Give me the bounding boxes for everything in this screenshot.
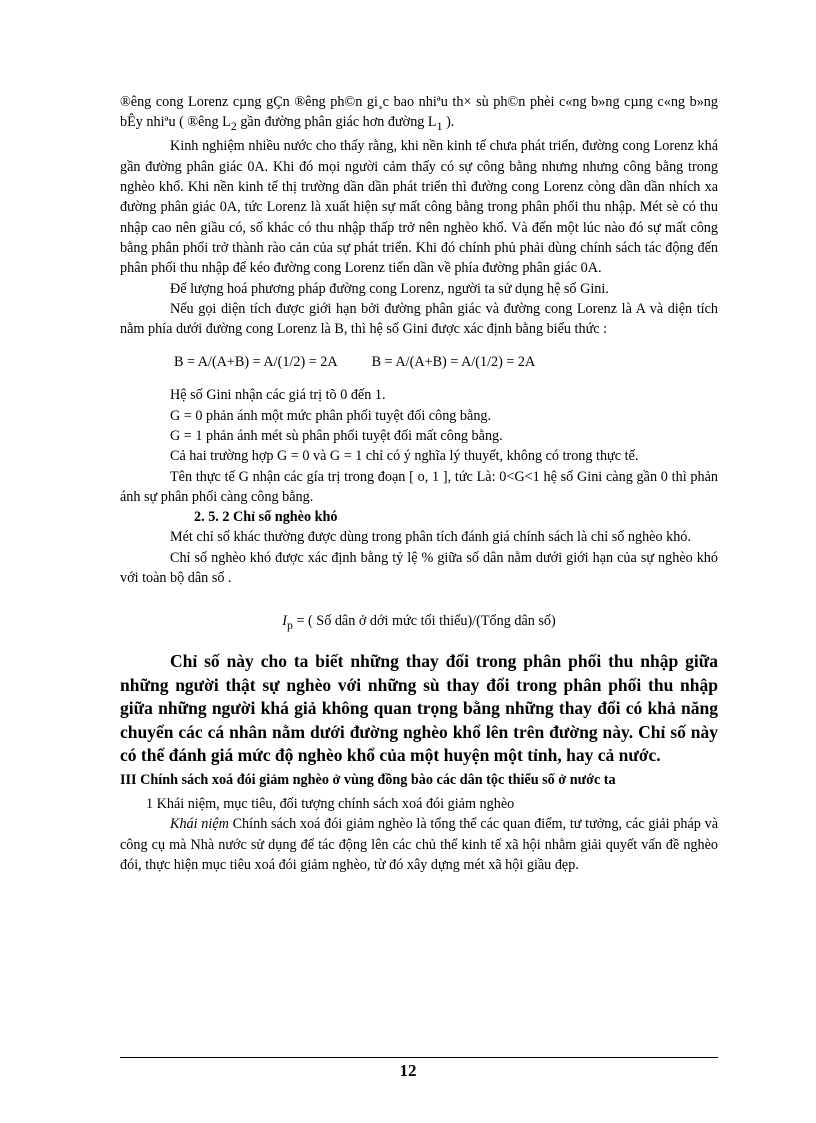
paragraph-poverty-definition: Chỉ số nghèo khó được xác định bằng tỷ lệ % giữa số dân nằm dưới giới hạn của sự nghèo khó với toàn bộ dân số . [120,549,718,587]
subscript: p [287,618,293,633]
paragraph-g1: G = 1 phản ánh mét sù phân phối tuyệt đối mất công bằng. [170,427,503,444]
paragraph-lorenz-intro [120,92,718,136]
subsection-heading: 2. 5. 2 Chỉ số nghèo khó [194,509,338,526]
paragraph-both-cases: Cả hai trường hợp G = 0 và G = 1 chỉ có ý nghĩa lý thuyết, không có trong thực tế. [170,448,639,465]
poverty-formula [120,610,718,636]
paragraph-gini-range: Hệ số Gini nhận các giá trị tõ 0 đến 1. [170,387,386,404]
paragraph-quantify: Để lượng hoá phương pháp đường cong Lorenz, người ta sử dụng hệ số Gini. [170,280,609,297]
text-run: ). [442,114,455,131]
text-run: Chính sách xoá đói giảm nghèo là tổng thể các quan điểm, tư tưởng, các giải pháp và công cụ mà Nhà nước sử dụng để tác động lên các chủ thể kinh tế xã hội nhằm giải quyết vấn đề nghèo đói, thực hiện mục tiêu xoá đói giảm nghèo, từ đó xây dựng mét xã hội giầu đẹp. [120,816,718,873]
list-item-heading: 1 Khái niệm, mục tiêu, đối tượng chính sách xoá đói giảm nghèo [146,795,515,812]
text-run: gần đường phân giác hơn đường L [236,114,437,131]
paragraph-gini-definition: Nếu gọi diện tích được giới hạn bởi đường phân giác và đường cong Lorenz là A và diện tích nằm phía dưới đường cong Lorenz là B, thì hệ số Gini được xác định bằng biểu thức : [120,300,718,338]
footer-divider [120,1057,718,1058]
section-heading: III Chính sách xoá đói giảm nghèo ở vùng đồng bào các dân tộc thiểu số ở nước ta [120,771,616,788]
formula-text: B = A/(A+B) = A/(1/2) = 2A [371,354,536,371]
paragraph-concept [120,814,718,875]
formula-text: B = A/(A+B) = A/(1/2) = 2A [174,354,338,371]
page-number: 12 [399,1061,417,1080]
italic-term: Khái niệm [170,816,229,833]
paragraph-experience: Kinh nghiệm nhiều nước cho thấy rằng, khi nền kinh tế chưa phát triển, đường cong Lorenz khá gần đường phân giác 0A. Khi đó mọi người cảm thấy có sự công bằng nhưng nhưng công bằng trong nghèo khổ. Khi nền kinh tế thị trường dần dần phát triển thì đường cong Lorenz còng dần dần nhích xa đường phân giác 0A, tức Lorenz là xuất hiện sự mất công bằng trong phân phối thu nhập. Mét sè có thu nhập cao nên giầu có, số khác có thu nhập thấp trở nên nghèo khổ. Và đến một lúc nào đó sự mất công bằng phân phối trở thành rào cản của sự phát triển. Khi đó chính phủ phải dùng chính sách tác động đến phân phối thu nhập để kéo đường cong Lorenz tiến dần về phía đường phân giác 0A. [120,138,718,277]
paragraph-reality: Tên thực tế G nhận các gía trị trong đoạn [ o, 1 ], tức Là: 0<G<1 hệ số Gini càng gần 0 thì phản ánh sự phân phối càng công bằng. [120,468,718,505]
paragraph-bold-summary: Chỉ số này cho ta biết những thay đổi trong phân phối thu nhập giữa những người thật sự nghèo với những sù thay đổi trong phân phối thu nhập giữa những người khá giả không quan trọng bằng những thay đổi có khả năng chuyển các cá nhân nằm dưới đường nghèo khổ lên trên đường này. Chỉ số này có thể đánh giá mức độ nghèo khổ của một huyện một tỉnh, hay cả nước. [120,651,718,766]
paragraph-g0: G = 0 phản ánh một mức phân phối tuyệt đối công bằng. [170,407,492,424]
formula-text: = ( Số dân ở dới mức tối thiểu)/(Tổng dân số) [292,613,556,630]
document-body [120,92,718,875]
paragraph-poverty-index: Mét chỉ số khác thường được dùng trong phân tích đánh giá chính sách là chỉ số nghèo khó. [170,529,691,546]
subscript: 1 [436,119,443,134]
subscript: 2 [230,119,237,134]
text-run: ®êng cong Lorenz cµng gÇn ®êng ph©n gi¸c bao nhiªu th× sù ph©n phèi c«ng b»ng cµng c«ng b»ng bÊy nhiªu ( ®êng L [120,94,718,131]
formula-symbol: I [282,613,288,630]
gini-formula [174,351,718,373]
